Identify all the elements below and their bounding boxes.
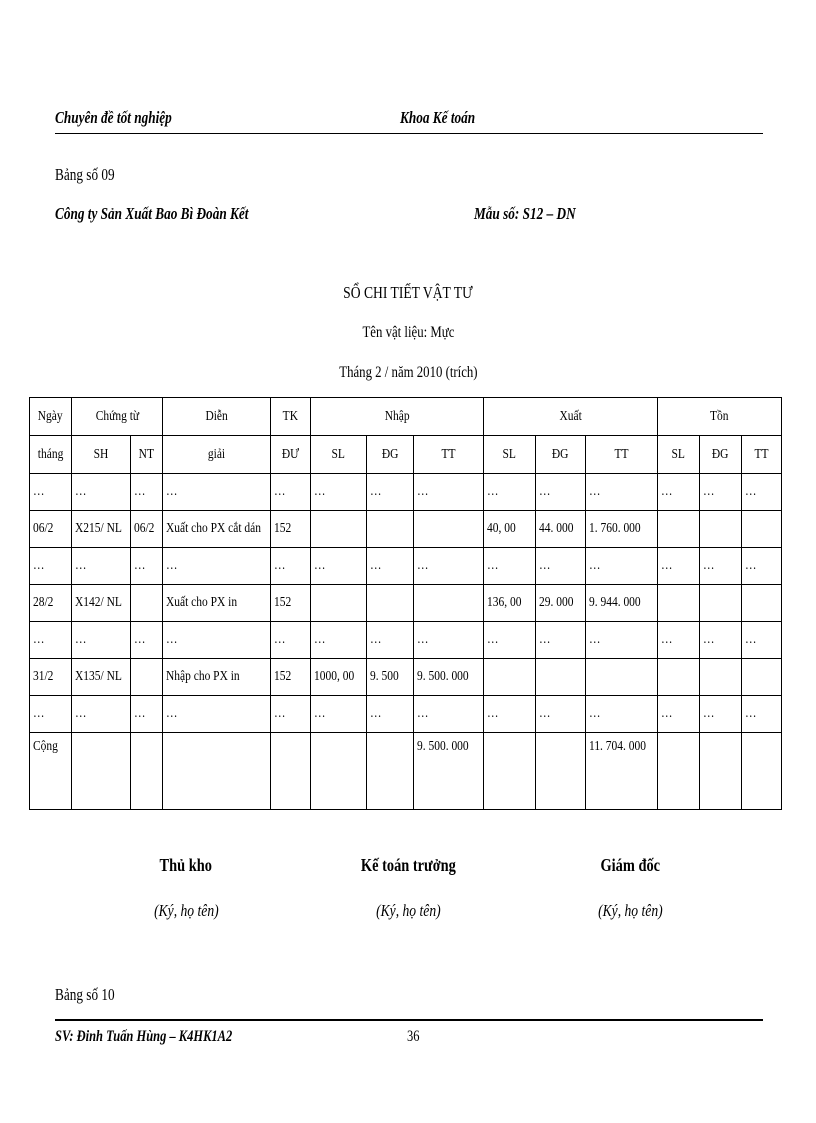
cell-stock-dg: … [700, 696, 742, 733]
cell-stock-sl: … [658, 548, 700, 585]
cell-description: … [163, 622, 271, 659]
cell-export-dg: 44. 000 [536, 511, 586, 548]
table-row [30, 696, 782, 733]
table-row [30, 474, 782, 511]
cell-stock-tt [742, 511, 782, 548]
cell-stock-dg [700, 511, 742, 548]
cell-import-tt: … [414, 548, 484, 585]
table-row [30, 622, 782, 659]
cell-voucher-sh: … [72, 474, 131, 511]
cell-account: … [271, 548, 311, 585]
cell-export-dg: … [536, 696, 586, 733]
total-row [30, 733, 782, 810]
cell-stock-dg [700, 659, 742, 696]
page-number: 36 [407, 1028, 420, 1045]
footer-student: SV: Đinh Tuấn Hùng – K4HK1A2 [55, 1028, 233, 1045]
total-label: Cộng [30, 733, 72, 810]
col-import: Nhập [311, 398, 484, 436]
cell-voucher-sh: X135/ NL [72, 659, 131, 696]
table-number-10: Bảng số 10 [55, 985, 115, 1004]
signature-note-storekeeper: (Ký, họ tên) [153, 901, 219, 920]
cell-description: … [163, 548, 271, 585]
col-date: Ngày [30, 398, 72, 436]
ledger-title: SỔ CHI TIẾT VẬT TƯ [343, 283, 473, 302]
cell-export-dg [536, 659, 586, 696]
cell-export-tt: … [586, 696, 658, 733]
cell-import-tt: … [414, 474, 484, 511]
table-number-09: Bảng số 09 [55, 165, 115, 184]
header-right: Khoa Kế toán [400, 108, 476, 127]
cell-date: … [30, 548, 72, 585]
signature-storekeeper: Thủ kho [159, 855, 213, 875]
cell-export-sl: … [484, 696, 536, 733]
cell-stock-sl: … [658, 474, 700, 511]
header-rule [55, 133, 763, 134]
signature-note-director: (Ký, họ tên) [597, 901, 663, 920]
cell-import-dg: … [367, 696, 414, 733]
cell-stock-tt [742, 659, 782, 696]
cell-description: … [163, 696, 271, 733]
form-code: Mẫu số: S12 – DN [474, 204, 576, 223]
col-description-sub: giải [163, 436, 271, 474]
cell-stock-dg: … [700, 474, 742, 511]
cell-import-sl: … [311, 622, 367, 659]
total-import-tt: 9. 500. 000 [414, 733, 484, 810]
cell-date: 28/2 [30, 585, 72, 622]
cell-export-sl: … [484, 622, 536, 659]
cell-import-tt: 9. 500. 000 [414, 659, 484, 696]
col-export-sl: SL [484, 436, 536, 474]
col-stock-tt: TT [742, 436, 782, 474]
col-import-dg: ĐG [367, 436, 414, 474]
cell-import-sl: 1000, 00 [311, 659, 367, 696]
cell-account: … [271, 696, 311, 733]
cell-voucher-nt [131, 585, 163, 622]
cell-stock-sl [658, 659, 700, 696]
table-header-row-1 [30, 398, 782, 436]
table-row [30, 511, 782, 548]
cell-import-sl [311, 511, 367, 548]
cell-import-dg [367, 585, 414, 622]
header-left: Chuyên đề tốt nghiệp [55, 108, 172, 127]
cell-export-tt [586, 659, 658, 696]
cell-account: 152 [271, 659, 311, 696]
cell-export-sl: 136, 00 [484, 585, 536, 622]
cell-voucher-nt: … [131, 622, 163, 659]
cell-date: … [30, 696, 72, 733]
cell-import-dg: 9. 500 [367, 659, 414, 696]
col-stock-sl: SL [658, 436, 700, 474]
cell-stock-dg: … [700, 548, 742, 585]
ledger-table [29, 397, 782, 810]
cell-import-dg: … [367, 548, 414, 585]
cell-import-sl [311, 585, 367, 622]
cell-description: Xuất cho PX in [163, 585, 271, 622]
cell-stock-sl: … [658, 696, 700, 733]
cell-account: 152 [271, 585, 311, 622]
cell-description: Nhập cho PX in [163, 659, 271, 696]
col-export-dg: ĐG [536, 436, 586, 474]
col-voucher-nt: NT [131, 436, 163, 474]
cell-account: 152 [271, 511, 311, 548]
signature-director: Giám đốc [600, 855, 660, 875]
cell-export-tt: 1. 760. 000 [586, 511, 658, 548]
cell-account: … [271, 474, 311, 511]
cell-date: 31/2 [30, 659, 72, 696]
cell-export-dg: … [536, 548, 586, 585]
col-description: Diễn [163, 398, 271, 436]
cell-export-sl [484, 659, 536, 696]
material-name: Tên vật liệu: Mực [362, 324, 454, 341]
cell-export-sl: … [484, 548, 536, 585]
cell-stock-tt: … [742, 696, 782, 733]
cell-stock-sl [658, 511, 700, 548]
cell-import-tt [414, 585, 484, 622]
cell-export-tt: … [586, 474, 658, 511]
cell-stock-dg: … [700, 622, 742, 659]
cell-export-dg: … [536, 622, 586, 659]
col-voucher: Chứng từ [72, 398, 163, 436]
cell-description: Xuất cho PX cắt dán [163, 511, 271, 548]
col-voucher-sh: SH [72, 436, 131, 474]
table-row [30, 585, 782, 622]
table-row [30, 659, 782, 696]
cell-voucher-nt [131, 659, 163, 696]
cell-voucher-sh: X215/ NL [72, 511, 131, 548]
col-stock-dg: ĐG [700, 436, 742, 474]
cell-import-dg [367, 511, 414, 548]
cell-export-tt: 9. 944. 000 [586, 585, 658, 622]
cell-import-sl: … [311, 474, 367, 511]
cell-export-tt: … [586, 548, 658, 585]
cell-export-sl: 40, 00 [484, 511, 536, 548]
cell-date: … [30, 622, 72, 659]
cell-export-dg: … [536, 474, 586, 511]
ledger-period: Tháng 2 / năm 2010 (trích) [338, 364, 478, 381]
signature-chief-accountant: Kế toán trưởng [360, 855, 456, 875]
cell-date: 06/2 [30, 511, 72, 548]
col-export: Xuất [484, 398, 658, 436]
table-header-row-2 [30, 436, 782, 474]
col-import-tt: TT [414, 436, 484, 474]
col-date-sub: tháng [30, 436, 72, 474]
cell-stock-tt: … [742, 548, 782, 585]
cell-import-dg: … [367, 474, 414, 511]
footer-rule [55, 1019, 763, 1021]
cell-description: … [163, 474, 271, 511]
cell-account: … [271, 622, 311, 659]
col-import-sl: SL [311, 436, 367, 474]
cell-export-dg: 29. 000 [536, 585, 586, 622]
cell-stock-sl [658, 585, 700, 622]
cell-import-tt: … [414, 622, 484, 659]
ledger-body [30, 474, 782, 733]
cell-import-sl: … [311, 548, 367, 585]
cell-voucher-sh: … [72, 696, 131, 733]
cell-voucher-nt: … [131, 474, 163, 511]
signature-note-chief-accountant: (Ký, họ tên) [375, 901, 441, 920]
col-export-tt: TT [586, 436, 658, 474]
cell-voucher-nt: 06/2 [131, 511, 163, 548]
cell-stock-dg [700, 585, 742, 622]
cell-import-sl: … [311, 696, 367, 733]
cell-voucher-nt: … [131, 548, 163, 585]
col-account-sub: ĐƯ [271, 436, 311, 474]
cell-stock-sl: … [658, 622, 700, 659]
cell-voucher-sh: X142/ NL [72, 585, 131, 622]
cell-export-sl: … [484, 474, 536, 511]
cell-stock-tt: … [742, 622, 782, 659]
cell-import-tt: … [414, 696, 484, 733]
col-account: TK [271, 398, 311, 436]
cell-import-tt [414, 511, 484, 548]
table-row [30, 548, 782, 585]
company-name: Công ty Sản Xuất Bao Bì Đoàn Kết [55, 204, 249, 223]
cell-export-tt: … [586, 622, 658, 659]
cell-voucher-sh: … [72, 622, 131, 659]
total-export-tt: 11. 704. 000 [586, 733, 658, 810]
cell-stock-tt [742, 585, 782, 622]
cell-stock-tt: … [742, 474, 782, 511]
cell-date: … [30, 474, 72, 511]
cell-voucher-nt: … [131, 696, 163, 733]
cell-voucher-sh: … [72, 548, 131, 585]
col-stock: Tồn [658, 398, 782, 436]
cell-import-dg: … [367, 622, 414, 659]
